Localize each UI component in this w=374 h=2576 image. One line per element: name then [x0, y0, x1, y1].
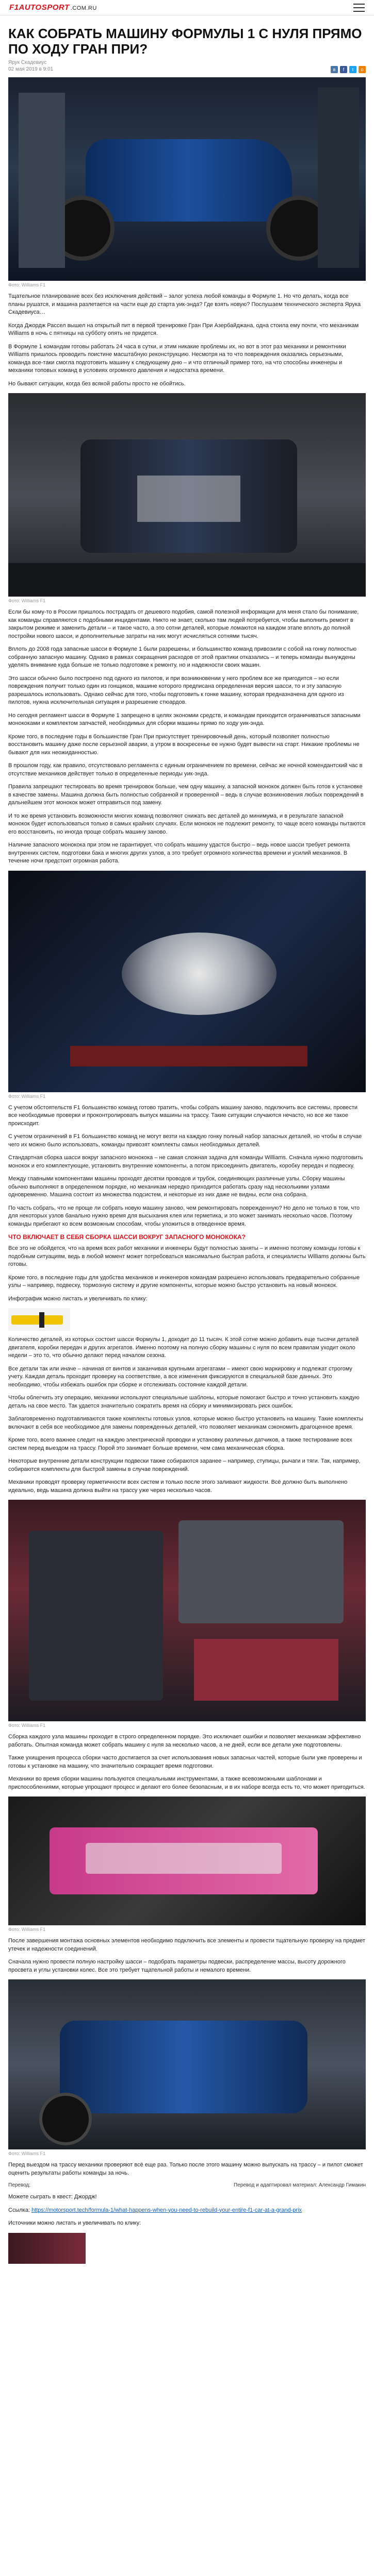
paragraph: Можете сыграть в квест: Джордж! [8, 2194, 97, 2200]
paragraph: Перед выездом на трассу механики проверяют всё еще раз. Только после этого машину можно выпускать на трассу – и пилот сможет оценить результаты работы команды за ночь. [8, 2162, 363, 2176]
article [0, 26, 374, 2264]
paragraph: Вплоть до 2008 года запасные шасси в Формуле 1 были разрешены, и большинство команд привозили с собой на гонку полностью собранную запасную машину. Однако в рамках сокращения расходов от этой практики отказались – и теперь команды вынуждены уделять внимание куда больше не только подготовке к ремонту, но и надежности своих машин. [8, 646, 356, 668]
paragraph: Сборка каждого узла машины проходит в строго определенном порядке. Это исключает ошибки и позволяет механикам эффективно работать. Опытная команда может собрать машину с нуля за несколько часов, а не дней, если все детали уже подготовлены. [8, 1734, 361, 1748]
article-title: КАК СОБРАТЬ МАШИНУ ФОРМУЛЫ 1 С НУЛЯ ПРЯМО ПО ХОДУ ГРАН ПРИ? [8, 26, 362, 57]
logo-text: F1AUTOSPORT [9, 3, 70, 12]
paragraph: Также ухищрения процесса сборки часто достигается за счет использования новых запасных частей, которые были уже проверены и готовы к установке на машину, что значительно сокращает время подготовки. [8, 1755, 362, 1769]
paragraph: Кроме того, всего важнее следит на каждую электрической проводки и установку различных датчиков, а также тестирование всех систем перед выездом на трассу. Порой это занимает больше времени, чем сама механическая сборка. [8, 1437, 352, 1451]
ok-share-icon[interactable]: o [359, 66, 366, 73]
logo-subtext: .COM.RU [70, 5, 97, 11]
site-logo[interactable] [9, 3, 97, 12]
paragraph: С учетом обстоятельств F1 большинство команд готово тратить, чтобы собрать машину заново, подключить все системы, провести все необходимые проверки и проконтролировать выпуск машины на трассу. Такие ситуации случаются нечасто, но все же такое происходит. [8, 1104, 357, 1127]
mechanics-image [8, 1979, 366, 2149]
hero-image [8, 77, 366, 281]
paragraph: Кроме того, в последние годы для удобства механиков и инженеров командам разрешено использовать предварительно собранные узлы – например, подвеску, тормозную систему и другие компоненты, которые можно быстро установить на новый монокок. [8, 1274, 360, 1289]
share-buttons [8, 66, 366, 73]
paragraph: Механики во время сборки машины пользуются специальными инструментами, а также всевозможными шаблонами и приспособлениями, которые упрощают процесс и делают его более безопасным, и в их наборе всегда есть то, что может пригодиться. [8, 1776, 365, 1790]
paragraph: Чтобы облегчить эту операцию, механики используют специальные шаблоны, которые помогают быстро и точно установить каждую деталь на свое место. Так удается значительно сократить время на сборку и минимизировать риск ошибок. [8, 1395, 360, 1409]
paragraph: Все детали так или иначе – начиная от винтов и заканчивая крупными агрегатами – имеют свою маркировку и подлежат строгому учету. Каждая деталь проходит проверку на соответствие, а все изменения фиксируются в специальной базе данных. Это необходимо, чтобы избежать ошибок при сборке и отслеживать состояние каждой детали. [8, 1365, 352, 1388]
garage-image [8, 393, 366, 597]
paragraph: Некоторые внутренние детали конструкции подвески также собираются заранее – например, ступицы, рычаги и тяги. Так, например, собираются комплекты для быстрой замены в случае повреждений. [8, 1458, 361, 1472]
credit-translation: Перевод: [8, 2182, 31, 2188]
paragraph: С учетом ограничений в F1 большинство команд не могут везти на каждую гонку полный набор запасных деталей, но чтобы в случае чего их можно было использовать, команды привозят комплекты самых необходимых деталей. [8, 1133, 362, 1148]
image-caption: Фото: Williams F1 [8, 1723, 46, 1728]
source-line [8, 2207, 366, 2215]
image-caption: Фото: Williams F1 [8, 282, 46, 287]
twitter-share-icon[interactable]: t [349, 66, 356, 73]
paragraph: Между главными компонентами машины проходят десятки проводов и трубок, соединяющих различные узлы. Сборку машины обычно выполняют в определенном порядке, но механикам нередко приходится работать сразу над несколькими узлами одновременно. Машина состоит из множества подсистем, и некоторые из них даже не видны, если она собрана. [8, 1176, 345, 1198]
credits-row [8, 2182, 366, 2188]
paragraph: Тщательное планирование всех без исключения действий – залог успеха любой команды в Формуле 1. Но что делать, когда все планы рушатся, и машина разлетается на части еще до старта уик-энда? Где взять новую? Послушаем технического эксперта Ярука Скадевиуса… [8, 293, 361, 315]
image-caption: Фото: Williams F1 [8, 1093, 46, 1099]
paragraph: Но сегодня регламент шасси в Формуле 1 запрещено в целях экономии средств, и командам приходится ограничиваться запасными монококами и комплектом запчастей, необходимых для сборки машины прямо по ходу уик-энда. [8, 712, 361, 726]
image-caption: Фото: Williams F1 [8, 2151, 46, 2156]
tools-image [8, 1797, 366, 1925]
paragraph: В прошлом году, как правило, отсутствовало регламента с единым ограничением по времени, сейчас же ночной комендантский час в отсутствие механиков действует только в определенные периоды уик-энда. [8, 762, 363, 777]
paragraph: Правила запрещают тестировать во время тренировок больше, чем одну машину, а запасной монокок должен быть готов к установке в качестве замены. Машина должна быть полностью собранной и проверенной – ведь в случае возникновения любых повреждений в дальнейшем этот монокок может отправиться под замену. [8, 784, 364, 806]
paragraph: Кроме того, в последние годы в большинстве Гран При присутствует тренировочный день, который позволяет полностью восстановить машину даже после серьезной аварии, а утром в воскресенье ее нужно будет вывести на старт. Никакие проблемы не бывают для них неожиданностью. [8, 733, 360, 756]
source-label: Ссылка: [8, 2207, 30, 2213]
paragraph: В Формуле 1 командам готовы работать 24 часа в сутки, и этим никакие проблемы их, но вот в этот раз механики и ремонтники Williams пришлось проводить поистине масштабную реконструкцию. Несмотря на то что повреждения оказались серьезными, команда все-таки смогла подготовить машину к следующему дню – и что отличный пример того, на что способны инженеры и механики топовых команд в условиях огромного давления и недостатка времени. [8, 343, 346, 374]
paragraph: После завершения монтажа основных элементов необходимо подключить все элементы и провести тщательную проверку на предмет утечек и надежности соединений. [8, 1938, 365, 1952]
paragraph: Наличие запасного монокока при этом не гарантирует, что собрать машину удастся быстро – ведь новое шасси требует ремонта внутренних систем, подготовки бака и многих других узлов, а это требует огромного количества времени и усилий механиков. В течение ночи предстоит огромная работа. [8, 842, 350, 864]
infographic-thumbnail[interactable] [8, 1308, 70, 1331]
article-author: Ярук Скадевиус [8, 60, 47, 65]
image-caption: Фото: Williams F1 [8, 598, 46, 603]
vk-share-icon[interactable]: в [331, 66, 338, 73]
source-thumbnail[interactable] [8, 2233, 86, 2264]
parts-image [8, 1500, 366, 1721]
paragraph: Механики проводят проверку герметичности всех систем и только после этого заливают жидкости. Всё должно быть выполнено идеально, ведь машина должна выйти на трассу уже через несколько часов. [8, 1479, 348, 1494]
paragraph: Стандартная сборка шасси вокруг запасного монокока – не самая сложная задача для команды Williams. Сначала нужно подготовить монокок и его комплектующие, установить внутренние компоненты, а потом присоединить двигатель, коробку передач и подвеску. [8, 1155, 363, 1169]
paragraph: Сначала нужно провести полную настройку шасси – подобрать параметры подвески, распределение массы, высоту дорожного просвета и углы установки колес. Все это требует тщательной работы и немалого времени. [8, 1959, 346, 1973]
paragraph: Количество деталей, из которых состоит шасси Формулы 1, доходит до 11 тысяч. К этой сотне можно добавить еще тысячи деталей двигателя, коробки передач и других агрегатов. Именно поэтому на полную сборку машины с нуля по всем правилам уходит около недели – это то, что обычно делают перед началом сезона. [8, 1336, 359, 1359]
menu-icon[interactable] [353, 4, 365, 12]
article-date: 02 мая 2019 в 9:01 [8, 66, 54, 72]
paragraph: Все это не обойдется, что на время всех работ механики и инженеры будут полностью заняты – и именно поэтому команды готовы к подобным ситуациям, ведь в любой момент может потребоваться максимально быстрая работа, и специалисты Williams должны быть готовы. [8, 1245, 366, 1267]
paragraph: Когда Джордж Рассел вышел на открытый пит в первой тренировке Гран При Азербайджана, одна стоила ему почти, что механикам Williams в ночь с пятницы на субботу опять не придется. [8, 322, 359, 336]
paragraph: Источники можно листать и увеличивать по клику: [8, 2220, 141, 2226]
image-caption: Фото: Williams F1 [8, 1927, 46, 1932]
sidepod-image [8, 871, 366, 1092]
paragraph: И то же время установить возможности многих команд позволяют снижать вес деталей до минимума, и в результате запасной монокок будет использоваться только в самых крайних случаях. Если монокок не подлежит ремонту, то чаще всего команды пытаются его восстановить, но иногда проще собрать машину заново. [8, 812, 366, 835]
site-header [0, 0, 374, 15]
paragraph: Но бывают ситуации, когда без всякой работы просто не обойтись. [8, 380, 186, 387]
paragraph: Если бы кому-то в России пришлось пострадать от дешевого подобия, самой полезной информации для меня стало бы понимание, как команды справляются с подобными инцидентами. Никто не знает, сколько там людей потребуется, чтобы выполнить ремонт в закрытом режиме и заменить детали – и такое часто, а это сотни деталей, которые ломаются на каждом этапе вплоть до полной постройки нового шасси, и дополнительные затраты на них могут исчисляться сотнями тысяч. [8, 609, 359, 639]
paragraph: Инфографик можно листать и увеличивать по клику: [8, 1295, 148, 1302]
paragraph: Это шасси обычно было построено под одного из пилотов, и при возникновении у него проблем все же пригодится – но если повреждения получит только один из гонщиков, машине которого предписана определенная версия шасси, то и эту запасную разрешалось использовать. Однако сейчас для того, чтобы подготовить к гонке машину, которая предназначена для одного из пилотов, нужна исключительная ситуация и разрешение стюардов. [8, 675, 344, 705]
source-link[interactable]: https://motorsport.tech/formula-1/what-happens-when-you-need-to-rebuild-your-entire-f1-car-at-a-grand-prix [31, 2207, 302, 2213]
paragraph: Заблаговременно подготавливаются также комплекты готовых узлов, которые можно быстро установить на машину. Такие комплекты включают в себя все необходимое для замены поврежденных деталей, что позволяет механикам сэкономить драгоценное время. [8, 1416, 363, 1430]
section-heading: ЧТО ВКЛЮЧАЕТ В СЕБЯ СБОРКА ШАССИ ВОКРУГ ЗАПАСНОГО МОНОКОКА? [8, 1233, 246, 1241]
facebook-share-icon[interactable]: f [340, 66, 347, 73]
credit-author: Перевод и адаптировал материал: Александр Гимакин [234, 2182, 366, 2188]
paragraph: По часть собрать, что не проще ли собрать новую машину заново, чем ремонтировать поврежденную? Но дело не только в том, что для некоторых узлов банально нужно время для высыхания клея или герметика, и это может занимать несколько часов. Поэтому команды прибегают ко всем возможным способам, чтобы уложиться в отведенное время. [8, 1205, 360, 1227]
